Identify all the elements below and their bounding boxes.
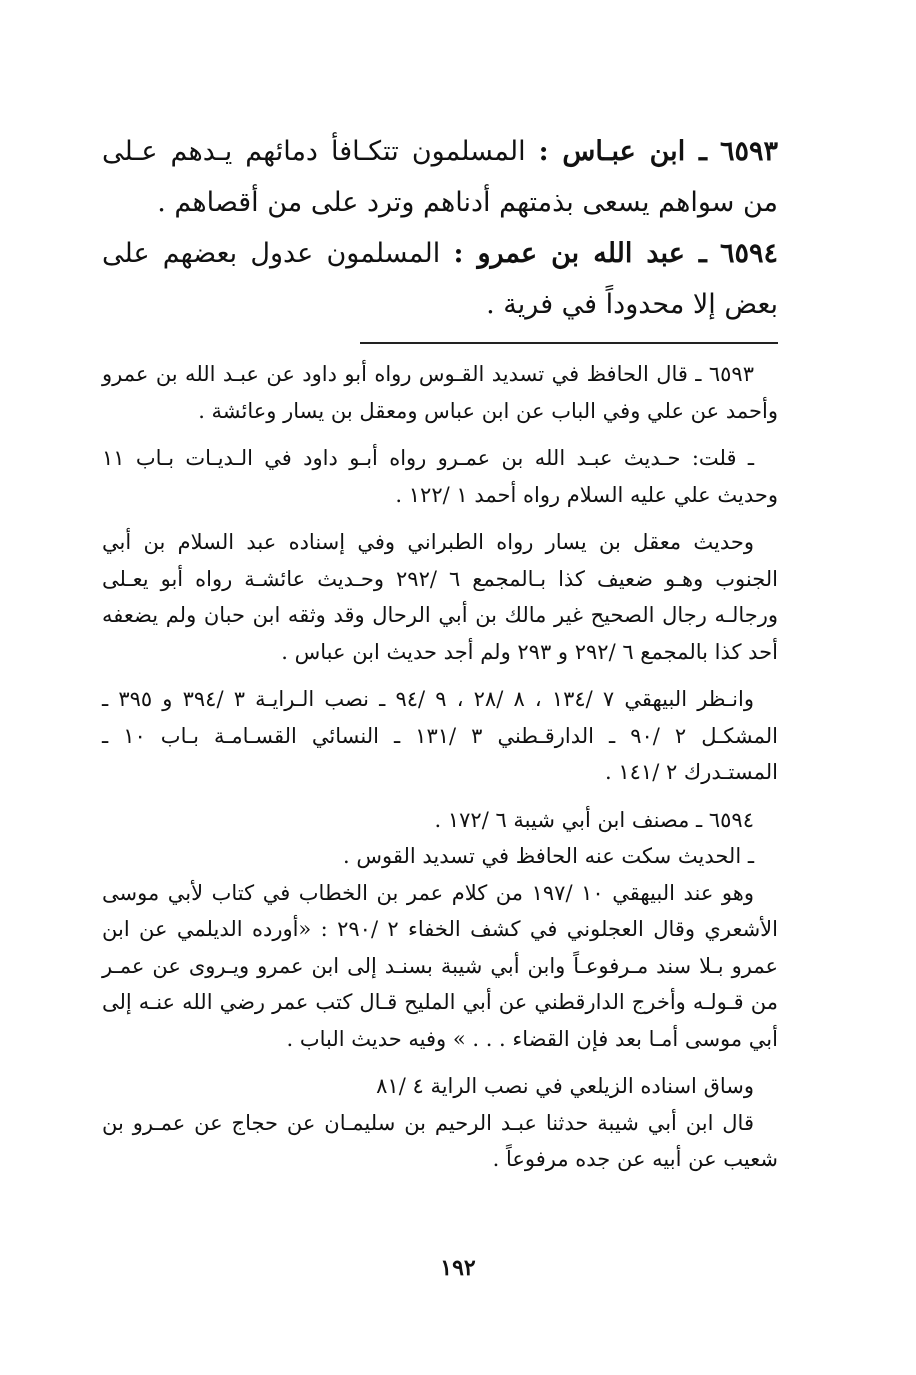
hadith-number: ٦٥٩٤ [719,238,778,269]
page-number: ١٩٢ [440,1255,476,1281]
footnote-paragraph: وحديث معقل بن يسار رواه الطبراني وفي إسناده عبد السلام بن أبي الجنوب وهـو ضعيف كذا بـالمجمع ٦ /٢٩٢ وحـديث عائشـة رواه أبو يعـلى ورجالـه رجال الصحيح غير مالك بن أبي الرحال وقد وثقه ابن حبان ولم يضعفه أحد كذا بالمجمع ٦ /٢٩٢ و ٢٩٣ ولم أجد حديث ابن عباس . [102,530,778,664]
footnote-paragraph: وهو عند البيهقي ١٠ /١٩٧ من كلام عمر بن الخطاب في كتاب لأبي موسى الأشعري وقال العجلوني في كشف الخفاء ٢ /٢٩٠ : «أورده الديلمي عن ابن عمرو بـلا سند مـرفوعـاً وابن أبي شيبة بسنـد إلى ابن عمرو ويـروى عن عمـر من قـولـه وأخرج الدارقطني عن أبي المليح قـال كتب عمر رضي الله عنـه إلى أبي موسى أمـا بعد فإن القضاء . . . » وفيه حديث الباب . [102,880,778,1051]
hadith-entry [102,126,778,228]
footnote-paragraph: قال ابن أبي شيبة حدثنا عبـد الرحيم بن سليمـان عن حجاج عن عمـرو بن شعيب عن أبيه عن جده مرفوعاً . [102,1110,778,1171]
footnote-paragraph: وساق اسناده الزيلعي في نصب الراية ٤ /٨١ [376,1074,754,1098]
footnote-paragraph: ـ الحديث سكت عنه الحافظ في تسديد القوس . [343,844,754,868]
narrator-name-prefix: ـ [684,238,707,269]
hadith-number: ٦٥٩٣ [719,136,778,167]
footnote-divider [360,342,778,344]
narrator-name-prefix: ـ [685,136,707,167]
footnote-paragraph: وانـظر البيهقي ٧ /١٣٤ ، ٨ /٢٨ ، ٩ /٩٤ ـ نصب الـرايـة ٣ /٣٩٤ و ٣٩٥ ـ المشكـل ٢ /٩٠ ـ الدارقـطني ٣ /١٣١ ـ النسائي القسـامـة بـاب ١٠ ـ المستـدرك ٢ /١٤١ . [102,687,778,784]
hadith-text: المسلمون تتكـافأ دمائهم يـدهم عـلى من سواهم يسعى بذمتهم أدناهم وترد على من أقصاهم . [102,136,778,218]
footnote-paragraph: ٦٥٩٣ ـ قال الحافظ في تسديد القـوس رواه أبو داود عن عبـد الله بن عمرو وأحمد عن علي وفي الباب عن ابن عباس ومعقل بن يسار وعائشة . [102,362,778,423]
footnote-paragraph: ٦٥٩٤ ـ مصنف ابن أبي شيبة ٦ /١٧٢ . [434,807,754,832]
footnotes [102,356,778,1178]
hadith-entry [102,228,778,330]
hadith-text: المسلمون عدول بعضهم على بعض إلا محدوداً في فرية . [102,238,778,320]
narrator-name: ابن عبـاس : [538,136,686,167]
footnote-paragraph: ـ قلت: حـديث عبـد الله بن عمـرو رواه أبـو داود في الـديـات بـاب ١١ وحديث علي عليه السلام رواه أحمد ١ /١٢٢ . [102,446,778,507]
narrator-name: عبد الله بن عمرو : [453,238,685,269]
